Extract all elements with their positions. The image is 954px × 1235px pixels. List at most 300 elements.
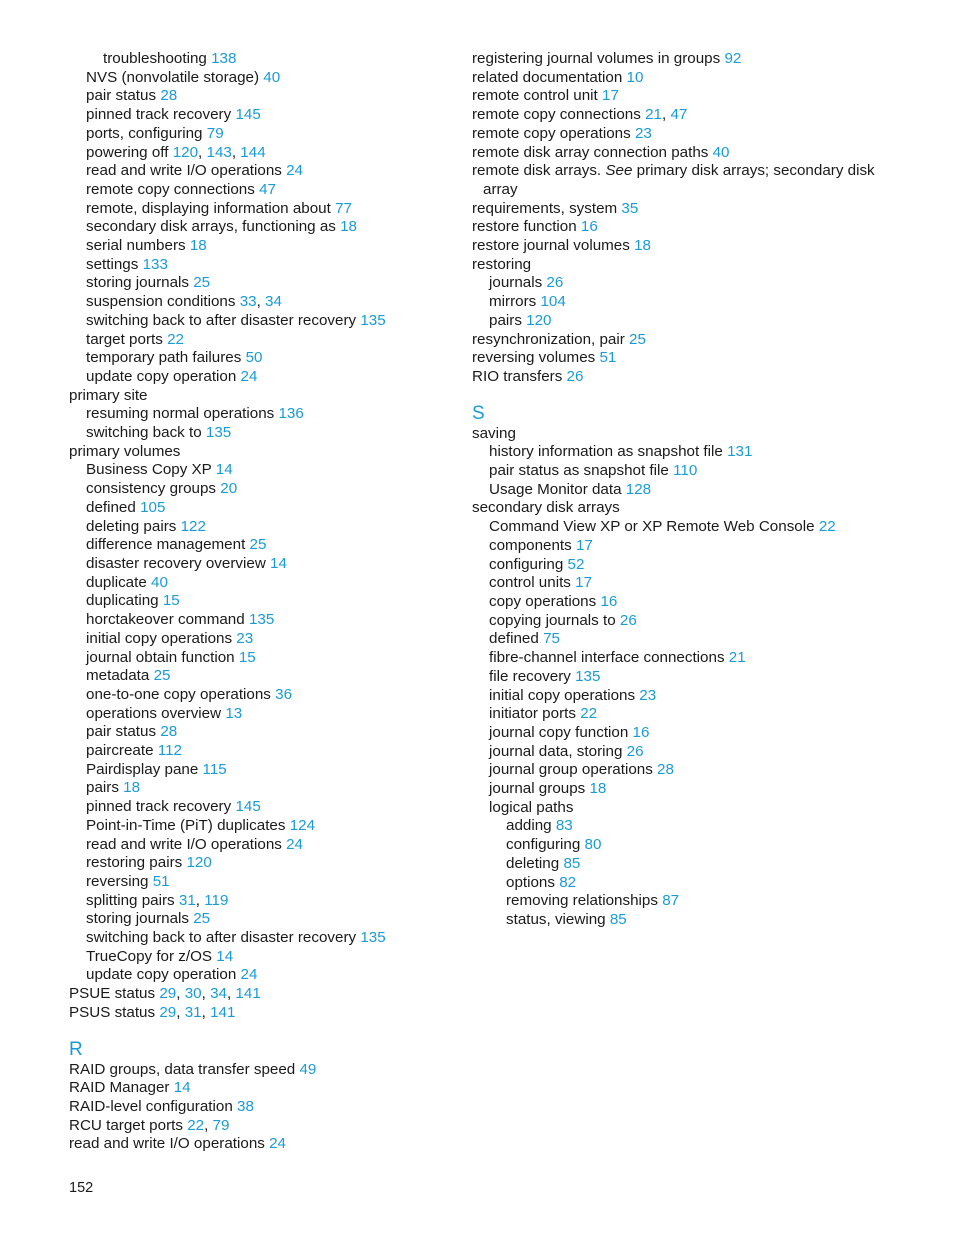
- page-link[interactable]: 135: [205, 424, 232, 442]
- index-section-letter: R: [69, 1038, 83, 1060]
- index-entry: [69, 1135, 449, 1154]
- index-entry: [86, 705, 449, 724]
- index-entry: [86, 667, 449, 686]
- index-entry: [86, 368, 449, 387]
- index-term: remote disk array connection paths: [472, 143, 709, 161]
- index-term: restore function: [472, 218, 577, 236]
- index-entry: [86, 162, 449, 181]
- index-entry: [472, 499, 912, 518]
- page-link[interactable]: 36: [275, 685, 293, 703]
- index-term: difference management: [86, 536, 246, 554]
- index-entry: [86, 312, 449, 331]
- page-link[interactable]: 138: [211, 50, 237, 67]
- page-link[interactable]: 85: [563, 854, 581, 872]
- page-link[interactable]: 51: [152, 872, 170, 890]
- index-entry: [506, 892, 912, 911]
- page-link[interactable]: 143: [206, 143, 232, 161]
- page-link[interactable]: 16: [632, 723, 650, 741]
- page-link[interactable]: 14: [173, 1079, 191, 1097]
- index-term: control units: [489, 574, 571, 592]
- page-link[interactable]: 17: [602, 87, 619, 105]
- index-term: duplicating: [86, 592, 159, 610]
- page-link[interactable]: 85: [609, 910, 627, 928]
- index-term: resuming normal operations: [86, 405, 275, 423]
- index-term: Business Copy XP: [86, 461, 212, 479]
- index-entry: [489, 630, 912, 649]
- page-link[interactable]: 110: [673, 462, 698, 480]
- index-term: initiator ports: [489, 705, 576, 723]
- index-entry: [86, 461, 449, 480]
- index-entry: [489, 274, 912, 293]
- index-term: update copy operation: [86, 966, 237, 984]
- index-entry: [86, 200, 449, 219]
- index-entry: [472, 162, 912, 199]
- index-term: defined: [489, 630, 539, 648]
- page-link[interactable]: 22: [187, 1116, 205, 1134]
- page-link[interactable]: 25: [249, 536, 267, 554]
- index-term: pairs: [86, 779, 119, 797]
- index-term: suspension conditions: [86, 293, 236, 311]
- index-term: deleting: [506, 854, 560, 872]
- index-entry: [86, 948, 449, 967]
- page-link[interactable]: 10: [626, 68, 644, 86]
- page-number: 152: [69, 1180, 94, 1196]
- index-term: status, viewing: [506, 910, 606, 928]
- index-column-right: [472, 50, 912, 930]
- index-entry: [506, 911, 912, 930]
- index-term: remote disk arrays.: [472, 162, 602, 180]
- page-link[interactable]: 31: [184, 1003, 202, 1021]
- page-link[interactable]: 120: [186, 854, 212, 872]
- index-term: requirements, system: [472, 199, 618, 217]
- page-link[interactable]: 79: [206, 124, 224, 142]
- index-term: operations overview: [86, 704, 222, 722]
- index-term: copy operations: [489, 592, 597, 610]
- index-entry: [506, 855, 912, 874]
- index-entry: [489, 462, 912, 481]
- index-entry: [506, 836, 912, 855]
- index-entry: [472, 218, 912, 237]
- index-entry: [86, 424, 449, 443]
- page-link[interactable]: 25: [193, 274, 211, 292]
- index-entry: [86, 555, 449, 574]
- index-entry: [86, 256, 449, 275]
- index-term: initial copy operations: [489, 686, 636, 704]
- page-link[interactable]: 83: [555, 817, 573, 835]
- index-term: RAID-level configuration: [69, 1097, 233, 1115]
- index-term: primary volumes: [69, 442, 181, 460]
- page-link[interactable]: 23: [634, 124, 652, 142]
- index-term: powering off: [86, 143, 169, 161]
- index-term: read and write I/O operations: [86, 162, 282, 180]
- page-link[interactable]: 29: [159, 1003, 177, 1021]
- page-link[interactable]: 16: [580, 218, 598, 236]
- page-link[interactable]: 145: [235, 106, 261, 124]
- page-link[interactable]: 22: [167, 330, 184, 348]
- page-link[interactable]: 21: [645, 106, 662, 124]
- index-section-letter: S: [472, 402, 485, 424]
- index-term: file recovery: [489, 667, 571, 685]
- index-entry: [86, 854, 449, 873]
- page-link[interactable]: 141: [210, 1003, 236, 1021]
- index-term: configuring: [506, 836, 581, 854]
- index-entry: [489, 293, 912, 312]
- index-entry: [489, 761, 912, 780]
- page-link[interactable]: 23: [639, 686, 657, 704]
- index-term: registering journal volumes in groups: [472, 50, 721, 67]
- index-term: paircreate: [86, 742, 154, 760]
- page-link[interactable]: 14: [270, 554, 287, 572]
- page-link[interactable]: 135: [360, 929, 386, 947]
- page-link[interactable]: 87: [662, 892, 680, 910]
- page-link[interactable]: 24: [240, 367, 258, 385]
- index-entry: [86, 630, 449, 649]
- index-term: duplicate: [86, 573, 147, 591]
- index-entry: [86, 106, 449, 125]
- index-term: splitting pairs: [86, 891, 175, 909]
- page-link[interactable]: 14: [215, 461, 233, 479]
- index-entry: PSUE status 29, 30, 34, 141: [69, 985, 261, 1003]
- index-term: pair status: [86, 723, 157, 741]
- index-term: read and write I/O operations: [69, 1135, 265, 1153]
- index-entry: [86, 87, 449, 106]
- page-link[interactable]: 144: [240, 143, 266, 161]
- page-link[interactable]: 40: [151, 573, 168, 591]
- index-entry: [86, 125, 449, 144]
- page-link[interactable]: 104: [540, 293, 566, 311]
- page-link[interactable]: 15: [162, 592, 180, 610]
- index-term: defined: [86, 498, 136, 516]
- page-link[interactable]: 13: [225, 704, 243, 722]
- page-link[interactable]: 49: [299, 1060, 317, 1078]
- index-entry: [69, 1079, 449, 1098]
- index-term: resynchronization, pair: [472, 330, 625, 348]
- page-link[interactable]: 18: [189, 237, 207, 255]
- page-link[interactable]: 33: [239, 293, 257, 311]
- index-term: serial numbers: [86, 237, 186, 255]
- page-link[interactable]: 34: [210, 985, 227, 1003]
- index-entry: [86, 761, 449, 780]
- page-link[interactable]: 17: [575, 536, 593, 554]
- index-term: pair status as snapshot file: [489, 462, 669, 480]
- index-entry: [69, 1061, 449, 1080]
- index-entry: [86, 779, 449, 798]
- page-link[interactable]: 26: [566, 367, 584, 385]
- index-entry: [86, 723, 449, 742]
- index-entry: [103, 50, 449, 69]
- index-entry: [472, 50, 912, 69]
- page-link[interactable]: 31: [178, 891, 196, 909]
- index-entry: [489, 705, 912, 724]
- index-term: journals: [489, 274, 543, 292]
- index-entry: [86, 592, 449, 611]
- page-link[interactable]: 120: [172, 143, 199, 161]
- index-term: removing relationships: [506, 892, 658, 910]
- index-term: deleting pairs: [86, 517, 177, 535]
- index-entry: [472, 368, 912, 387]
- index-term: remote copy connections: [472, 106, 641, 124]
- index-entry: [472, 349, 912, 368]
- page-link[interactable]: 92: [724, 50, 742, 67]
- page-link[interactable]: 135: [360, 311, 386, 329]
- index-entry: [86, 574, 449, 593]
- index-entry: [506, 874, 912, 893]
- index-entry: remote copy connections 21, 47: [472, 106, 688, 124]
- page-link[interactable]: 24: [286, 162, 303, 180]
- page-link[interactable]: 105: [140, 498, 166, 516]
- page-link[interactable]: 133: [142, 255, 168, 273]
- index-term: options: [506, 873, 555, 891]
- page-link[interactable]: 28: [160, 723, 178, 741]
- index-term: target ports: [86, 330, 163, 348]
- index-entry: [472, 331, 912, 350]
- index-entry: [69, 387, 449, 406]
- page-link[interactable]: 38: [237, 1097, 254, 1115]
- page-link[interactable]: 25: [193, 910, 211, 928]
- index-entry: RCU target ports 22, 79: [69, 1116, 230, 1134]
- page-link[interactable]: 51: [599, 349, 617, 367]
- page-link[interactable]: 115: [202, 760, 227, 778]
- index-entry: [86, 480, 449, 499]
- page-link[interactable]: 18: [340, 218, 358, 236]
- index-term: ports, configuring: [86, 124, 203, 142]
- page-link[interactable]: 82: [559, 873, 577, 891]
- index-entry: powering off 120, 143, 144: [86, 143, 266, 161]
- index-term: secondary disk arrays: [472, 499, 620, 517]
- page-link[interactable]: 35: [621, 199, 639, 217]
- index-term: Command View XP or XP Remote Web Console: [489, 518, 815, 536]
- index-term: metadata: [86, 667, 150, 685]
- page-link[interactable]: 120: [526, 311, 552, 329]
- index-entry: [86, 873, 449, 892]
- index-entry: [489, 668, 912, 687]
- index-entry: [472, 200, 912, 219]
- index-entry: [472, 237, 912, 256]
- page-link[interactable]: 26: [626, 742, 644, 760]
- page-link[interactable]: 28: [160, 87, 178, 105]
- index-entry: [86, 611, 449, 630]
- page-link[interactable]: 22: [818, 518, 836, 536]
- index-term: journal copy function: [489, 723, 629, 741]
- index-term: Pairdisplay pane: [86, 760, 199, 778]
- index-term: initial copy operations: [86, 629, 233, 647]
- index-entry: [489, 556, 912, 575]
- page-link[interactable]: 22: [580, 705, 598, 723]
- index-term: history information as snapshot file: [489, 443, 723, 461]
- page-link[interactable]: 75: [543, 630, 560, 648]
- page-link[interactable]: 26: [546, 274, 564, 292]
- page-link[interactable]: 112: [157, 742, 182, 760]
- index-term: update copy operation: [86, 367, 237, 385]
- see-reference-target: primary disk arrays; secondary disk array: [483, 162, 875, 198]
- page-link[interactable]: 26: [619, 611, 637, 629]
- page-link[interactable]: 50: [245, 349, 263, 367]
- page-link[interactable]: 14: [216, 947, 234, 965]
- page-link[interactable]: 124: [289, 816, 316, 834]
- index-term: restoring: [472, 255, 532, 273]
- page-link[interactable]: 20: [220, 480, 238, 498]
- index-entry: [489, 612, 912, 631]
- page-link[interactable]: 77: [335, 199, 352, 217]
- index-entry: [86, 349, 449, 368]
- index-term: switching back to after disaster recovery: [86, 311, 357, 329]
- index-term: reversing: [86, 872, 149, 890]
- page-link[interactable]: 136: [278, 405, 304, 423]
- index-term: pinned track recovery: [86, 798, 232, 816]
- page-link[interactable]: 122: [180, 517, 206, 535]
- page-link[interactable]: 24: [286, 835, 303, 853]
- page-link[interactable]: 131: [727, 443, 753, 461]
- index-term: restore journal volumes: [472, 237, 630, 255]
- index-entry: [489, 574, 912, 593]
- index-entry: [86, 910, 449, 929]
- index-entry: [86, 536, 449, 555]
- page-link[interactable]: 119: [204, 891, 229, 909]
- page-link[interactable]: 16: [600, 592, 618, 610]
- index-term: related documentation: [472, 68, 623, 86]
- index-entry: [489, 481, 912, 500]
- index-term: PSUS status: [69, 1003, 156, 1021]
- page-link[interactable]: 24: [269, 1135, 286, 1153]
- index-entry: [86, 331, 449, 350]
- index-term: RAID Manager: [69, 1079, 170, 1097]
- index-column-left: [69, 50, 449, 1154]
- page-link[interactable]: 29: [159, 985, 177, 1003]
- page-link[interactable]: 47: [259, 180, 276, 198]
- page-link[interactable]: 25: [629, 330, 646, 348]
- page-link[interactable]: 18: [123, 779, 141, 797]
- page-link[interactable]: 28: [657, 761, 674, 779]
- page-link[interactable]: 34: [265, 293, 282, 311]
- index-term: journal group operations: [489, 761, 653, 779]
- index-term: settings: [86, 255, 139, 273]
- index-entry: [86, 742, 449, 761]
- page-link[interactable]: 40: [263, 68, 281, 86]
- index-entry: [472, 87, 912, 106]
- index-term: pairs: [489, 311, 522, 329]
- page-link[interactable]: 52: [567, 555, 585, 573]
- index-entry: [86, 499, 449, 518]
- page-link[interactable]: 40: [712, 143, 730, 161]
- page-link[interactable]: 128: [625, 480, 652, 498]
- index-term: components: [489, 536, 572, 554]
- index-term: one-to-one copy operations: [86, 685, 271, 703]
- index-entry: [69, 443, 449, 462]
- index-term: restoring pairs: [86, 854, 183, 872]
- index-term: troubleshooting: [103, 50, 207, 67]
- index-entry: [69, 1098, 449, 1117]
- index-entry: [472, 69, 912, 88]
- index-term: consistency groups: [86, 480, 217, 498]
- page-link[interactable]: 141: [235, 985, 261, 1003]
- index-term: adding: [506, 817, 552, 835]
- page-link[interactable]: 79: [212, 1116, 230, 1134]
- index-term: TrueCopy for z/OS: [86, 947, 213, 965]
- page-link[interactable]: 23: [236, 629, 254, 647]
- index-term: RCU target ports: [69, 1116, 183, 1134]
- index-term: Point-in-Time (PiT) duplicates: [86, 816, 286, 834]
- index-entry: [489, 743, 912, 762]
- index-entry: suspension conditions 33, 34: [86, 293, 282, 311]
- index-entry: [86, 237, 449, 256]
- index-term: remote copy operations: [472, 124, 631, 142]
- index-term: RIO transfers: [472, 367, 563, 385]
- index-entry: splitting pairs 31, 119: [86, 891, 229, 909]
- index-term: mirrors: [489, 293, 537, 311]
- index-term: temporary path failures: [86, 349, 242, 367]
- index-term: journal groups: [489, 780, 586, 798]
- index-term: configuring: [489, 555, 564, 573]
- index-entry: [86, 649, 449, 668]
- index-term: secondary disk arrays, functioning as: [86, 218, 336, 236]
- index-entry: [86, 218, 449, 237]
- page-link[interactable]: 17: [575, 574, 593, 592]
- index-entry: [489, 443, 912, 462]
- index-entry: [86, 798, 449, 817]
- index-entry: [489, 518, 912, 537]
- index-term: PSUE status: [69, 985, 156, 1003]
- index-entry: [489, 649, 912, 668]
- index-entry: [506, 817, 912, 836]
- page-link[interactable]: 18: [589, 780, 607, 798]
- index-entry: [489, 312, 912, 331]
- index-term: reversing volumes: [472, 349, 596, 367]
- index-term: saving: [472, 424, 516, 442]
- page-link[interactable]: 135: [248, 611, 275, 629]
- page-link[interactable]: 18: [634, 237, 651, 255]
- page-link[interactable]: 135: [575, 667, 601, 685]
- index-term: horctakeover command: [86, 611, 245, 629]
- page-link[interactable]: 24: [240, 966, 258, 984]
- index-entry: [86, 518, 449, 537]
- index-entry: [489, 593, 912, 612]
- index-entry: [489, 724, 912, 743]
- page-link[interactable]: 25: [153, 667, 171, 685]
- index-entry: [472, 256, 912, 275]
- index-entry: [86, 181, 449, 200]
- index-term: copying journals to: [489, 611, 616, 629]
- index-entry: [86, 929, 449, 948]
- index-entry: PSUS status 29, 31, 141: [69, 1003, 236, 1021]
- index-term: NVS (nonvolatile storage): [86, 68, 260, 86]
- index-entry: [86, 686, 449, 705]
- index-entry: [86, 836, 449, 855]
- index-term: read and write I/O operations: [86, 835, 282, 853]
- page-link[interactable]: 15: [238, 648, 256, 666]
- index-term: storing journals: [86, 274, 189, 292]
- index-entry: [489, 780, 912, 799]
- index-term: remote control unit: [472, 87, 598, 105]
- page-link[interactable]: 145: [235, 798, 261, 816]
- page-link[interactable]: 80: [584, 836, 602, 854]
- index-entry: [489, 687, 912, 706]
- index-entry: [86, 69, 449, 88]
- index-term: journal obtain function: [86, 648, 235, 666]
- index-entry: [86, 966, 449, 985]
- page-link[interactable]: 30: [184, 985, 202, 1003]
- index-term: storing journals: [86, 910, 189, 928]
- index-term: fibre-channel interface connections: [489, 649, 725, 667]
- index-term: disaster recovery overview: [86, 554, 266, 572]
- page-link[interactable]: 47: [670, 106, 688, 124]
- index-entry: [86, 274, 449, 293]
- index-entry: [86, 817, 449, 836]
- index-entry: [472, 144, 912, 163]
- index-entry: [489, 799, 912, 818]
- index-term: pair status: [86, 87, 157, 105]
- index-entry: [489, 537, 912, 556]
- page-link[interactable]: 21: [728, 649, 746, 667]
